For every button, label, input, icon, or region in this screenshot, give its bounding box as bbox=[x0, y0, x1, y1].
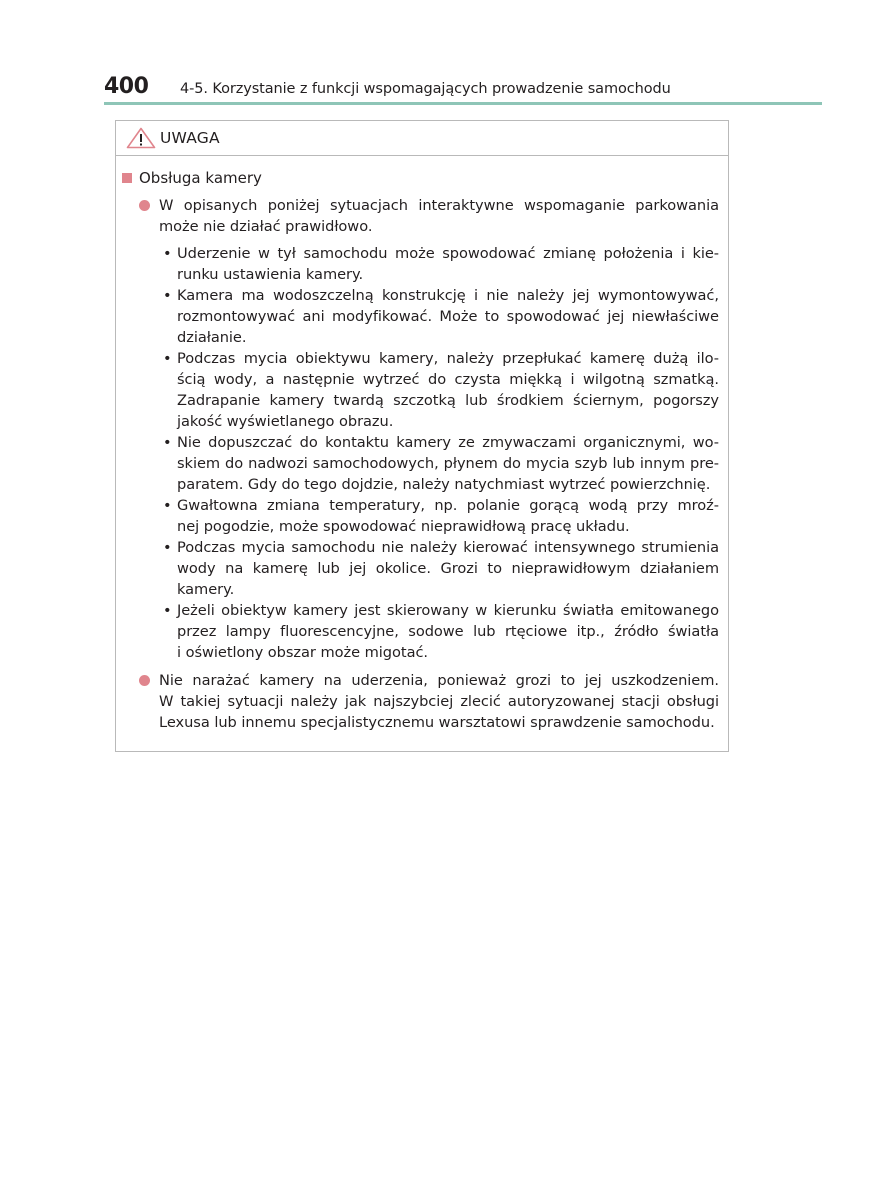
header-rule bbox=[104, 102, 822, 105]
bullet-icon: • bbox=[163, 350, 172, 367]
list-item bbox=[163, 285, 719, 348]
text-line: skiem do nadwozi samochodowych, płynem do mycia szyb lub innym pre- bbox=[177, 455, 719, 472]
bullet-icon: • bbox=[163, 434, 172, 451]
section-title: 4-5. Korzystanie z funkcji wspomagających prowadzenie samochodu bbox=[180, 81, 671, 97]
round-bullet-icon bbox=[139, 675, 150, 686]
text-line: W takiej sytuacji należy jak najszybciej zlecić autoryzowanej stacji obsługi bbox=[159, 693, 719, 710]
text-line: runku ustawienia kamery. bbox=[177, 266, 364, 283]
text-line: i oświetlony obszar może migotać. bbox=[177, 644, 429, 661]
text-line: Jeżeli obiektyw kamery jest skierowany w kierunku światła emitowanego bbox=[177, 602, 719, 619]
list-item bbox=[163, 348, 719, 432]
warning-triangle-icon bbox=[126, 127, 156, 149]
subheading-text: Obsługa kamery bbox=[139, 169, 262, 187]
text-line: działanie. bbox=[177, 329, 247, 346]
text-line: Lexusa lub innemu specjalistycznemu warsztatowi sprawdzenie samochodu. bbox=[159, 714, 715, 731]
text-line: jakość wyświetlanego obrazu. bbox=[177, 413, 394, 430]
bullet-icon: • bbox=[163, 287, 172, 304]
text-line: Gwałtowna zmiana temperatury, np. polanie gorącą wodą przy mroź- bbox=[177, 497, 719, 514]
text-line: Kamera ma wodoszczelną konstrukcję i nie należy jej wymontowywać, bbox=[177, 287, 719, 304]
text-line: ścią wody, a następnie wytrzeć do czysta miękką i wilgotną szmatką. bbox=[177, 371, 719, 388]
bullet-icon: • bbox=[163, 497, 172, 514]
text-line: Nie dopuszczać do kontaktu kamery ze zmywaczami organicznymi, wo- bbox=[177, 434, 719, 451]
subheading bbox=[122, 169, 262, 187]
text-line: przez lampy fluorescencyjne, sodowe lub rtęciowe itp., źródło światła bbox=[177, 623, 719, 640]
warning-box bbox=[115, 120, 729, 752]
closing-paragraph bbox=[159, 670, 719, 733]
round-bullet-icon bbox=[139, 200, 150, 211]
warning-label: UWAGA bbox=[160, 129, 220, 147]
text-line: Nie narażać kamery na uderzenia, ponieważ grozi to jej uszkodzeniem. bbox=[159, 672, 719, 689]
intro-paragraph bbox=[159, 195, 719, 237]
text-line: Podczas mycia obiektywu kamery, należy przepłukać kamerę dużą ilo- bbox=[177, 350, 719, 367]
list-item bbox=[163, 537, 719, 600]
list-item bbox=[163, 432, 719, 495]
text-line: nej pogodzie, może spowodować nieprawidłową pracę układu. bbox=[177, 518, 630, 535]
text-line: wody na kamerę lub jej okolice. Grozi to nieprawidłowym działaniem bbox=[177, 560, 719, 577]
bullet-icon: • bbox=[163, 602, 172, 619]
page-number: 400 bbox=[104, 74, 149, 99]
bullet-icon: • bbox=[163, 245, 172, 262]
text-line: Uderzenie w tył samochodu może spowodować zmianę położenia i kie- bbox=[177, 245, 719, 262]
text-line: Podczas mycia samochodu nie należy kierować intensywnego strumienia bbox=[177, 539, 719, 556]
list-item bbox=[163, 600, 719, 663]
text-line: kamery. bbox=[177, 581, 235, 598]
text-line: paratem. Gdy do tego dojdzie, należy natychmiast wytrzeć powierzchnię. bbox=[177, 476, 711, 493]
page-header bbox=[104, 74, 822, 104]
bullet-icon: • bbox=[163, 539, 172, 556]
text-line: może nie działać prawidłowo. bbox=[159, 218, 373, 235]
list-item bbox=[163, 495, 719, 537]
text-line: Zadrapanie kamery twardą szczotką lub środkiem ściernym, pogorszy bbox=[177, 392, 719, 409]
square-bullet-icon bbox=[122, 173, 132, 183]
list-item bbox=[163, 243, 719, 285]
text-line: W opisanych poniżej sytuacjach interaktywne wspomaganie parkowania bbox=[159, 197, 719, 214]
warning-header bbox=[116, 121, 728, 156]
text-line: rozmontowywać ani modyfikować. Może to spowodować jej niewłaściwe bbox=[177, 308, 719, 325]
